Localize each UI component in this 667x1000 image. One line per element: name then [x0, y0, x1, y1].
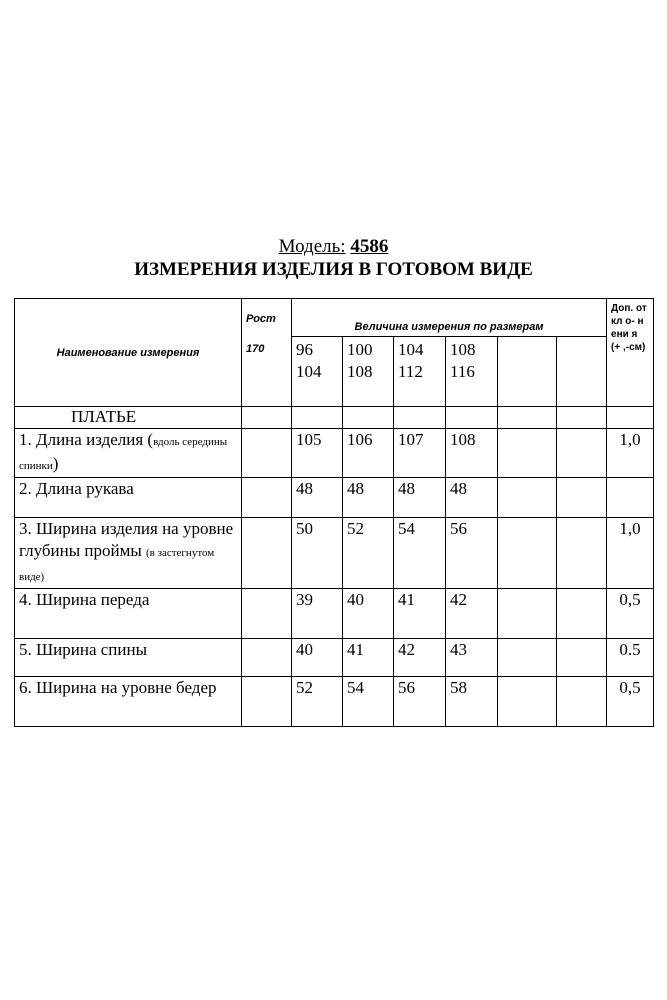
size-col-1: 96 104 — [292, 337, 343, 407]
model-heading — [0, 236, 667, 258]
section-title: ПЛАТЬЕ — [15, 407, 242, 429]
model-number: 4586 — [350, 236, 389, 257]
table-row: 6. Ширина на уровне бедер 52 54 56 58 0,5 — [15, 677, 654, 727]
deviation-value: 0,5 — [607, 677, 654, 727]
deviation-value — [607, 478, 654, 518]
rost-label: Рост — [246, 313, 276, 325]
table-row: 5. Ширина спины 40 41 42 43 0.5 — [15, 639, 654, 677]
measurements-table — [14, 298, 654, 727]
table-row: 4. Ширина переда 39 40 41 42 0,5 — [15, 589, 654, 639]
header-name-cell: Наименование измерения — [15, 299, 242, 407]
deviation-value: 0,5 — [607, 589, 654, 639]
size-col-3: 104 112 — [394, 337, 446, 407]
measure-name: 3. Ширина изделия на уровне глубины проймы (в застегнутом виде) — [15, 518, 242, 589]
table-row: 2. Длина рукава 48 48 48 48 — [15, 478, 654, 518]
table-row: 3. Ширина изделия на уровне глубины проймы (в застегнутом виде) 50 52 54 56 1,0 — [15, 518, 654, 589]
model-label: Модель: — [278, 236, 346, 257]
header-rost-cell — [242, 299, 292, 407]
deviation-value: 0.5 — [607, 639, 654, 677]
document-title: ИЗМЕРЕНИЯ ИЗДЕЛИЯ В ГОТОВОМ ВИДЕ — [134, 259, 533, 280]
size-col-5 — [498, 337, 557, 407]
section-row — [15, 407, 654, 429]
measure-name: 2. Длина рукава — [15, 478, 242, 518]
deviation-value: 1,0 — [607, 518, 654, 589]
table-row: 1. Длина изделия (вдоль середины спинки) 105 106 107 108 1,0 — [15, 429, 654, 478]
measure-name: 6. Ширина на уровне бедер — [15, 677, 242, 727]
header-values-cell: Величина измерения по размерам — [292, 299, 607, 337]
rost-value: 170 — [246, 343, 265, 355]
header-deviation-cell: Доп. откл о- нени я (+ ,-см) — [607, 299, 654, 407]
measure-name: 5. Ширина спины — [15, 639, 242, 677]
size-col-6 — [557, 337, 607, 407]
size-col-2: 100 108 — [343, 337, 394, 407]
measure-name: 1. Длина изделия (вдоль середины спинки) — [15, 429, 242, 478]
size-col-4: 108 116 — [446, 337, 498, 407]
header-row-top — [15, 299, 654, 337]
deviation-value: 1,0 — [607, 429, 654, 478]
measure-name: 4. Ширина переда — [15, 589, 242, 639]
